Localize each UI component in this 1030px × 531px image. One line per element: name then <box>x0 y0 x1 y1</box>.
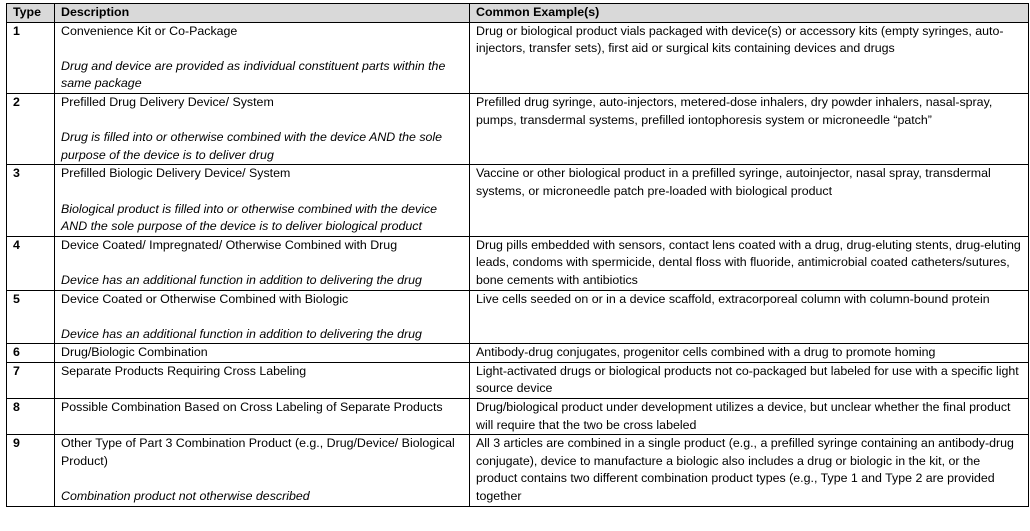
type-cell: 8 <box>7 399 55 435</box>
description-note: Drug and device are provided as individual constituent parts within the same package <box>61 58 446 91</box>
header-example: Common Example(s) <box>470 4 1029 23</box>
example-cell: Drug pills embedded with sensors, contact lens coated with a drug, drug-eluting stents, drug-eluting leads, condoms with spermicide, dental floss with fluoride, antimicrobial coated catheters/sutures, bone cements with antibiotics <box>470 236 1029 290</box>
description-note: Drug is filled into or otherwise combined with the device AND the sole purpose of the device is to deliver drug <box>61 130 443 162</box>
description-cell <box>55 435 470 506</box>
description-note: Combination product not otherwise described <box>61 489 310 504</box>
type-cell: 9 <box>7 435 55 506</box>
description-title: Other Type of Part 3 Combination Product (e.g., Drug/Device/ Biological Product) <box>61 436 455 468</box>
description-cell <box>55 399 470 435</box>
table-row <box>7 290 1029 344</box>
table-row <box>7 362 1029 398</box>
header-description: Description <box>55 4 470 23</box>
header-type: Type <box>7 4 55 23</box>
example-cell: Live cells seeded on or in a device scaffold, extracorporeal column with column-bound protein <box>470 290 1029 344</box>
description-title: Prefilled Drug Delivery Device/ System <box>61 94 274 109</box>
description-cell <box>55 165 470 236</box>
table-row <box>7 399 1029 435</box>
type-cell: 5 <box>7 290 55 344</box>
description-title: Drug/Biologic Combination <box>61 345 208 360</box>
description-cell <box>55 93 470 164</box>
example-cell: Light-activated drugs or biological products not co-packaged but labeled for use with a specific light source device <box>470 362 1029 398</box>
description-note: Device has an additional function in addition to delivering the drug <box>61 326 422 341</box>
description-title: Separate Products Requiring Cross Labeling <box>61 363 307 378</box>
table-row <box>7 435 1029 506</box>
description-title: Device Coated or Otherwise Combined with Biologic <box>61 291 349 306</box>
example-cell: Drug/biological product under development utilizes a device, but unclear whether the final product will require that the two be cross labeled <box>470 399 1029 435</box>
example-cell: Vaccine or other biological product in a prefilled syringe, autoinjector, nasal spray, transdermal systems, or microneedle patch pre-loaded with biological product <box>470 165 1029 236</box>
description-cell <box>55 22 470 93</box>
description-cell <box>55 236 470 290</box>
table-row <box>7 93 1029 164</box>
description-cell <box>55 344 470 363</box>
example-cell: Antibody-drug conjugates, progenitor cells combined with a drug to promote homing <box>470 344 1029 363</box>
combination-product-types-table-wrapper <box>6 3 1028 507</box>
type-cell: 3 <box>7 165 55 236</box>
description-note: Device has an additional function in addition to delivering the drug <box>61 272 422 287</box>
type-cell: 7 <box>7 362 55 398</box>
description-cell <box>55 362 470 398</box>
example-cell: Drug or biological product vials packaged with device(s) or accessory kits (empty syringes, auto-injectors, transfer sets), first aid or surgical kits containing devices and drugs <box>470 22 1029 93</box>
description-title: Device Coated/ Impregnated/ Otherwise Combined with Drug <box>61 237 398 252</box>
table-row <box>7 165 1029 236</box>
table-row <box>7 236 1029 290</box>
table-row <box>7 344 1029 363</box>
description-title: Prefilled Biologic Delivery Device/ System <box>61 166 291 181</box>
header-row <box>7 4 1029 23</box>
example-cell: Prefilled drug syringe, auto-injectors, metered-dose inhalers, dry powder inhalers, nasal-spray, pumps, transdermal systems, prefilled iontophoresis system or microneedle “patch” <box>470 93 1029 164</box>
combination-product-types-table <box>6 3 1029 507</box>
description-title: Possible Combination Based on Cross Labeling of Separate Products <box>61 400 443 415</box>
example-cell: All 3 articles are combined in a single product (e.g., a prefilled syringe containing an antibody-drug conjugate), device to manufacture a biologic also includes a drug or biologic in the kit, or the product contains two different combination product types (e.g., Type 1 and Type 2 are provided together <box>470 435 1029 506</box>
table-row <box>7 22 1029 93</box>
type-cell: 6 <box>7 344 55 363</box>
description-note: Biological product is filled into or otherwise combined with the device AND the sole purpose of the device is to deliver biological product <box>61 201 438 234</box>
type-cell: 2 <box>7 93 55 164</box>
type-cell: 4 <box>7 236 55 290</box>
type-cell: 1 <box>7 22 55 93</box>
description-cell <box>55 290 470 344</box>
description-title: Convenience Kit or Co-Package <box>61 23 238 38</box>
